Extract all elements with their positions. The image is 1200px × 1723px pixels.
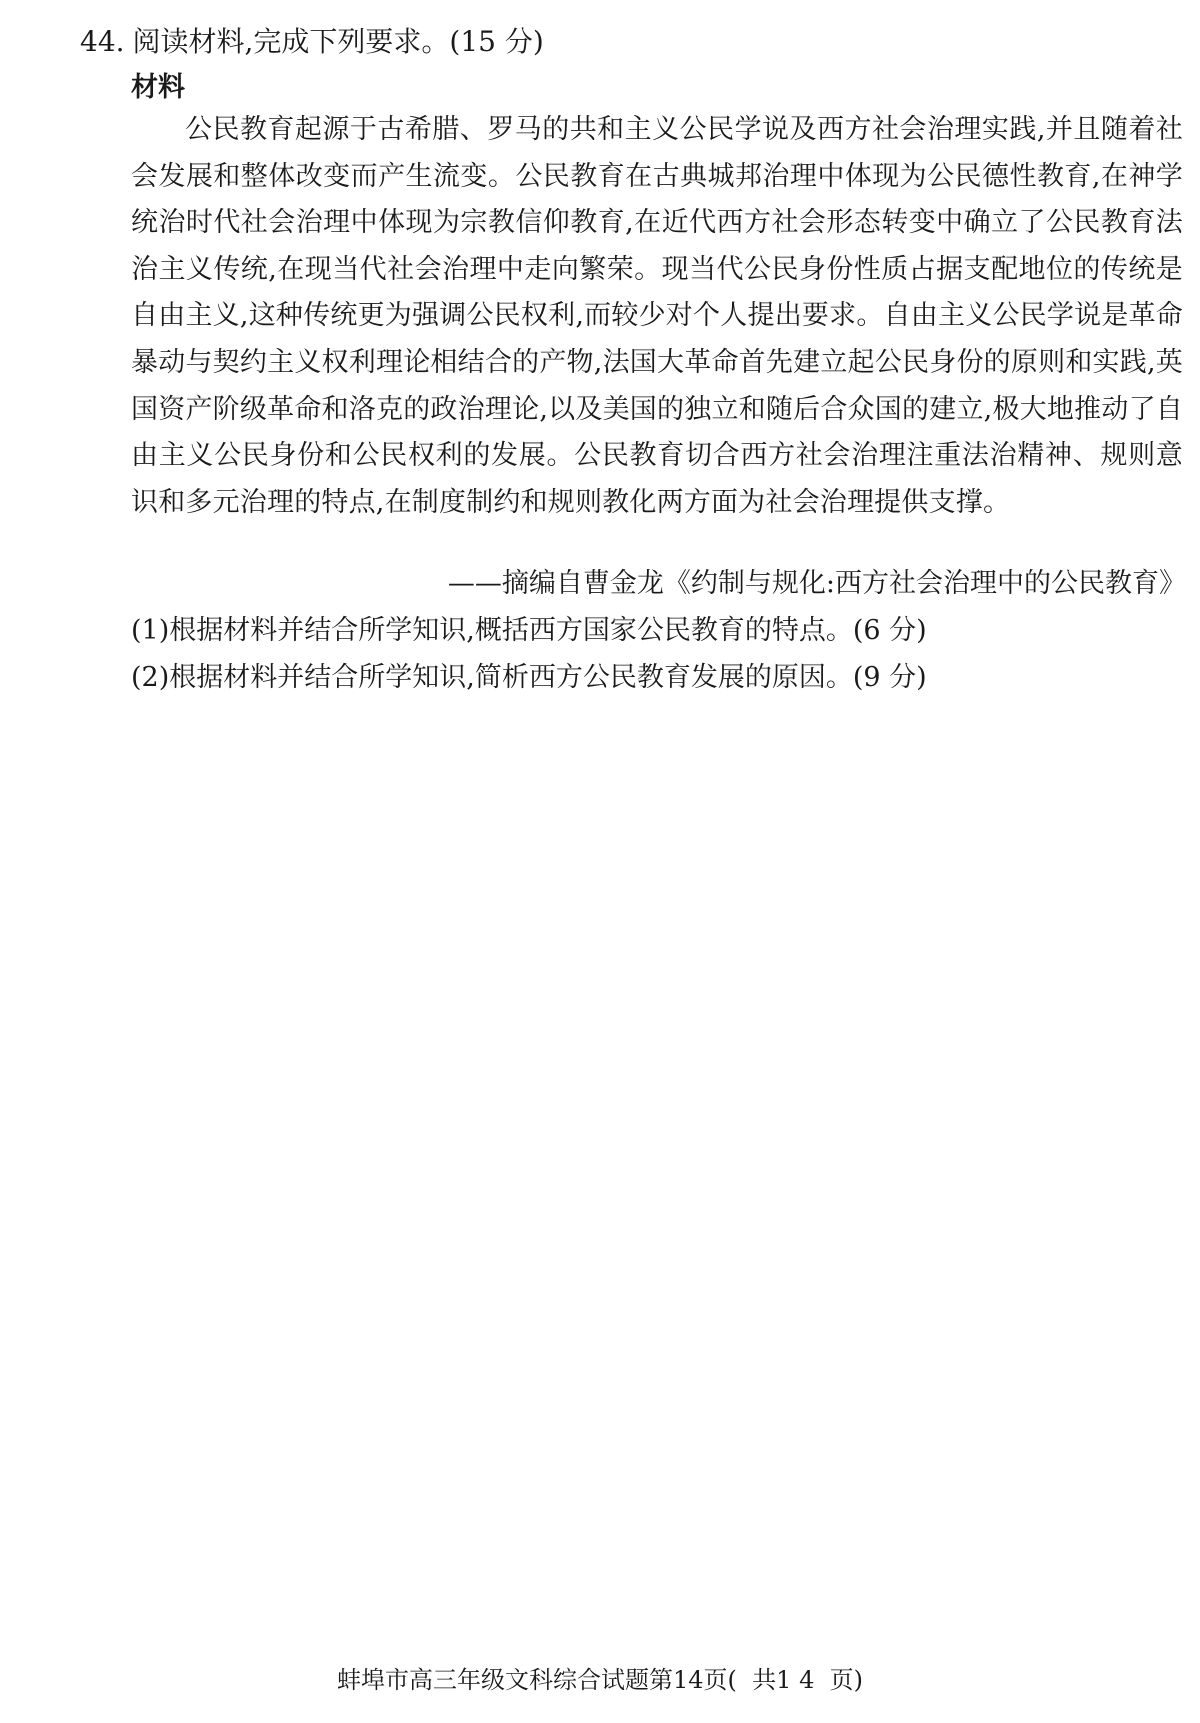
page-footer: 蚌埠市高三年级文科综合试题第14页( 共1 4 页) bbox=[337, 1666, 863, 1694]
material-paragraph: 公民教育起源于古希腊、罗马的共和主义公民学说及西方社会治理实践,并且随着社会发展和整体改变而产生流变。公民教育在古典城邦治理中体现为公民德性教育,在神学统治时代社会治理中体现为宗教信仰教育,在近代西方社会形态转变中确立了公民教育法治主义传统,在现当代社会治理中走向繁荣。现当代公民身份性质占据支配地位的传统是自由主义,这种传统更为强调公民权利,而较少对个人提出要求。自由主义公民学说是革命暴动与契约主义权利理论相结合的产物,法国大革命首先建立起公民身份的原则和实践,英国资产阶级革命和洛克的政治理论,以及美国的独立和随后合众国的建立,极大地推动了自由主义公民身份和公民权利的发展。公民教育切合西方社会治理注重法治精神、规则意识和多元治理的特点,在制度制约和规则教化两方面为社会治理提供支撑。 bbox=[131, 114, 1183, 518]
question-header bbox=[80, 18, 544, 66]
question-prompt: 阅读材料,完成下列要求。(15 分) bbox=[132, 25, 544, 58]
material-heading: 材料 bbox=[131, 72, 185, 103]
question-number: 44. bbox=[80, 25, 125, 58]
sub-question-2: (2)根据材料并结合所学知识,简析西方公民教育发展的原因。(9 分) bbox=[131, 662, 927, 693]
material-source: ——摘编自曹金龙《约制与规化:西方社会治理中的公民教育》 bbox=[447, 568, 1186, 599]
sub-question-1: (1)根据材料并结合所学知识,概括西方国家公民教育的特点。(6 分) bbox=[131, 615, 927, 646]
